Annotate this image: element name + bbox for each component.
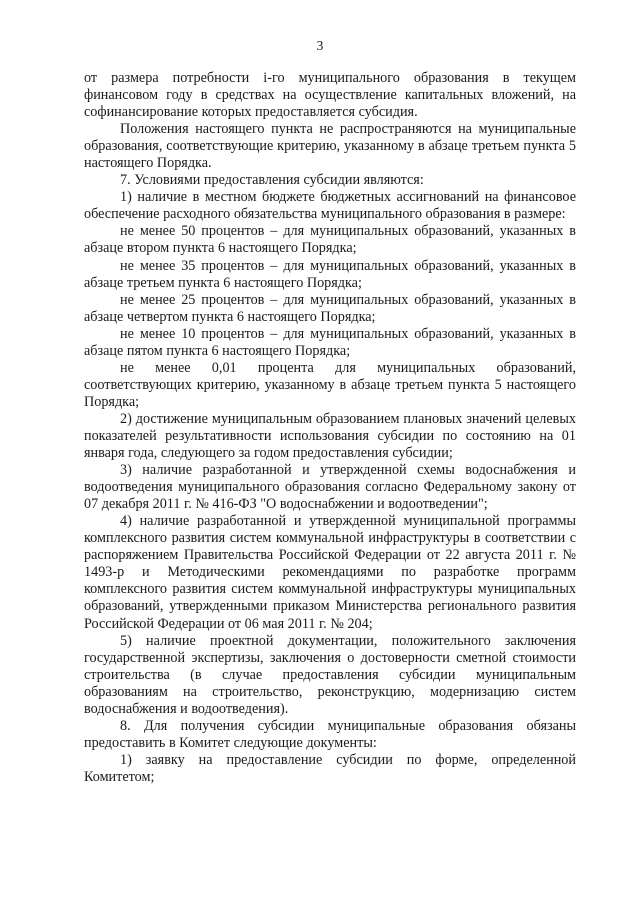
paragraph-condition-3: 3) наличие разработанной и утвержденной схемы водоснабжения и водоотведения муниципального образования согласно Федеральному закону от 07 декабря 2011 г. № 416-ФЗ "О водоснабжении и водоотведении"; [84,462,576,513]
paragraph-condition-2: 2) достижение муниципальным образованием плановых значений целевых показателей результативности использования субсидии по состоянию на 01 января года, следующего за годом предоставления субсидии; [84,410,576,462]
paragraph-rate-25: не менее 25 процентов – для муниципальных образований, указанных в абзаце четвертом пункта 6 настоящего Порядка; [84,291,576,325]
document-body [84,70,576,786]
paragraph-clause-8: 8. Для получения субсидии муниципальные образования обязаны предоставить в Комитет следующие документы: [84,717,576,751]
paragraph-condition-1: 1) наличие в местном бюджете бюджетных ассигнований на финансовое обеспечение расходного обязательства муниципального образования в размере: [84,189,576,223]
paragraph-condition-4: 4) наличие разработанной и утвержденной муниципальной программы комплексного развития систем коммунальной инфраструктуры в соответствии с распоряжением Правительства Российской Федерации от 22 августа 2011 г. № 1493-р и Методическими рекомендациями по разработке программ комплексного развития систем коммунальной инфраструктуры муниципальных образований, утвержденными приказом Министерства регионального развития Российской Федерации от 06 мая 2011 г. № 204; [84,513,576,632]
paragraph-document-1: 1) заявку на предоставление субсидии по форме, определенной Комитетом; [84,751,576,785]
paragraph-rate-10: не менее 10 процентов – для муниципальных образований, указанных в абзаце пятом пункта 6 настоящего Порядка; [84,325,576,359]
paragraph-clause-7: 7. Условиями предоставления субсидии являются: [120,172,424,189]
paragraph-rate-50: не менее 50 процентов – для муниципальных образований, указанных в абзаце втором пункта 6 настоящего Порядка; [84,223,576,257]
paragraph-rate-35: не менее 35 процентов – для муниципальных образований, указанных в абзаце третьем пункта 6 настоящего Порядка; [84,257,576,291]
paragraph-exception: Положения настоящего пункта не распространяются на муниципальные образования, соответствующие критерию, указанному в абзаце третьем пункта 5 настоящего Порядка. [84,121,576,172]
page-number: 3 [316,38,324,53]
paragraph-rate-001: не менее 0,01 процента для муниципальных образований, соответствующих критерию, указанному в абзаце третьем пункта 5 настоящего Порядка; [84,359,576,410]
paragraph-condition-5: 5) наличие проектной документации, положительного заключения государственной экспертизы, заключения о достоверности сметной стоимости строительства (в случае предоставления субсидии муниципальным образованиям на строительство, реконструкцию, модернизацию систем водоснабжения и водоотведения). [84,632,576,717]
paragraph-continuation: от размера потребности i-го муниципального образования в текущем финансовом году в средствах на осуществление капитальных вложений, на софинансирование которых предоставляется субсидия. [84,70,576,121]
